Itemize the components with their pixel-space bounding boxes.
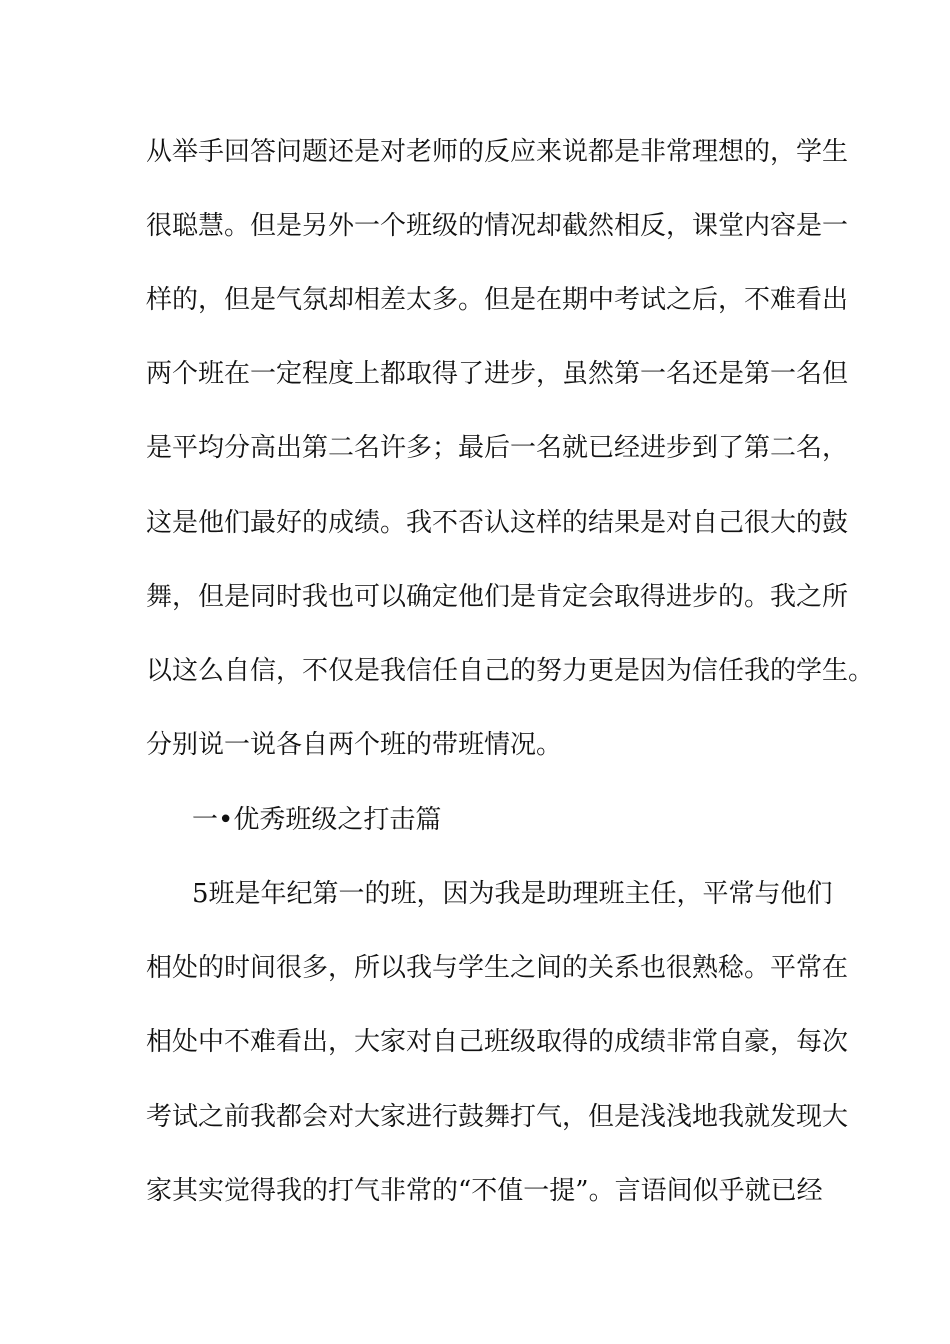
paragraph-line: 考试之前我都会对大家进行鼓舞打气，但是浅浅地我就发现大: [146, 1102, 849, 1132]
paragraph-line: 家其实觉得我的打气非常的“不值一提”。言语间似乎就已经: [146, 1176, 823, 1206]
paragraph-line: 很聪慧。但是另外一个班级的情况却截然相反，课堂内容是一: [146, 211, 849, 241]
paragraph-line: 是平均分高出第二名许多；最后一名就已经进步到了第二名，: [146, 433, 849, 463]
paragraph-line: 5班是年纪第一的班，因为我是助理班主任，平常与他们: [192, 879, 833, 909]
paragraph-line: 样的，但是气氛却相差太多。但是在期中考试之后，不难看出: [146, 285, 849, 315]
paragraph-line: 分别说一说各自两个班的带班情况。: [146, 730, 563, 760]
paragraph-line: 相处中不难看出，大家对自己班级取得的成绩非常自豪，每次: [146, 1027, 849, 1057]
paragraph-line: 两个班在一定程度上都取得了进步，虽然第一名还是第一名但: [146, 359, 849, 389]
paragraph-line: 以这么自信，不仅是我信任自己的努力更是因为信任我的学生。: [146, 656, 875, 686]
paragraph-line: 舞，但是同时我也可以确定他们是肯定会取得进步的。我之所: [146, 582, 849, 612]
paragraph-line: 从举手回答问题还是对老师的反应来说都是非常理想的，学生: [146, 137, 849, 167]
paragraph-line: 相处的时间很多，所以我与学生之间的关系也很熟稔。平常在: [146, 953, 849, 983]
paragraph-line: 这是他们最好的成绩。我不否认这样的结果是对自己很大的鼓: [146, 508, 849, 538]
section-heading: 一•优秀班级之打击篇: [192, 805, 442, 835]
